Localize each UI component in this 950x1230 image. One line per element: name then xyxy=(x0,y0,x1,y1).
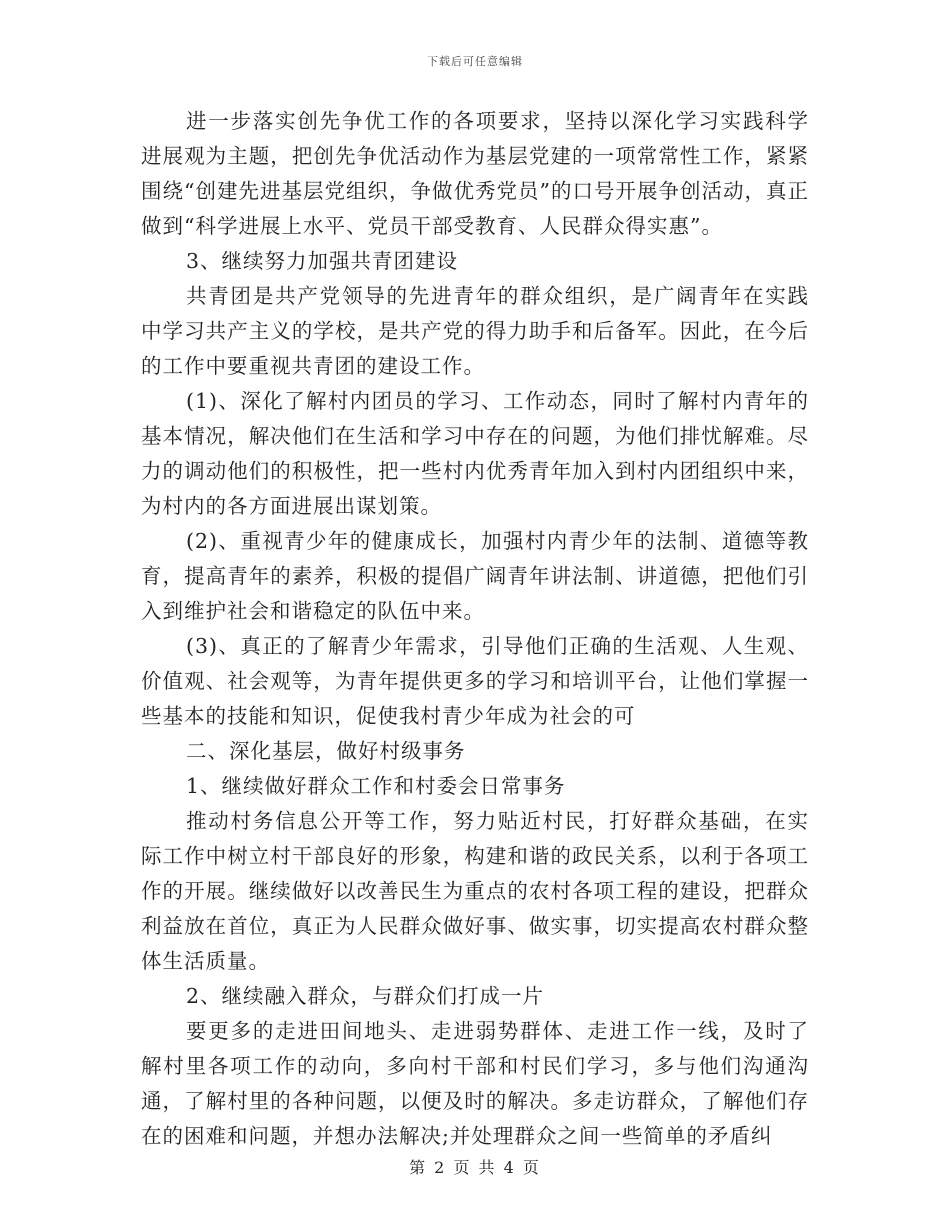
section-heading-3: 3、继续努力加强共青团建设 xyxy=(186,249,459,273)
paragraph-village-affairs: 推动村务信息公开等工作，努力贴近村民，打好群众基础，在实际工作中树立村干部良好的形象，构建和谐的政民关系，以利于各项工作的开展。继续做好以改善民生为重点的农村各项工程的建设，把群众利益放在首位，真正为人民群众做好事、做实事，切实提高农村群众整体生活质量。 xyxy=(141,809,809,973)
subsection-heading-2: 2、继续融入群众，与群众们打成一片 xyxy=(186,984,545,1008)
section-heading-2: 二、深化基层，做好村级事务 xyxy=(186,739,466,763)
subsection-heading-1: 1、继续做好群众工作和村委会日常事务 xyxy=(186,774,566,798)
list-item-2: (2)、重视青少年的健康成长，加强村内青少年的法制、道德等教育，提高青年的素养，积极的提倡广阔青年讲法制、讲道德，把他们引入到维护社会和谐稳定的队伍中来。 xyxy=(141,529,809,623)
list-item-3: (3)、真正的了解青少年需求，引导他们正确的生活观、人生观、价值观、社会观等，为青年提供更多的学习和培训平台，让他们掌握一些基本的技能和知识，促使我村青少年成为社会的可 xyxy=(141,634,809,728)
page-footer: 第 2 页 共 4 页 xyxy=(409,1158,541,1177)
paragraph-youth-league: 共青团是共产党领导的先进青年的群众组织，是广阔青年在实践中学习共产主义的学校，是共产党的得力助手和后备军。因此，在今后的工作中要重视共青团的建设工作。 xyxy=(141,284,809,378)
page-header: 下载后可任意编辑 xyxy=(427,55,523,68)
list-item-1: (1)、深化了解村内团员的学习、工作动态，同时了解村内青年的基本情况，解决他们在生活和学习中存在的问题，为他们排忧解难。尽力的调动他们的积极性，把一些村内优秀青年加入到村内团组织中来，为村内的各方面进展出谋划策。 xyxy=(141,389,809,518)
document-body xyxy=(141,104,809,1154)
paragraph-engage-masses: 要更多的走进田间地头、走进弱势群体、走进工作一线，及时了解村里各项工作的动向，多向村干部和村民们学习，多与他们沟通沟通，了解村里的各种问题，以便及时的解决。多走访群众，了解他们存在的困难和问题，并想办法解决;并处理群众之间一些简单的矛盾纠 xyxy=(141,1019,809,1148)
paragraph-1: 进一步落实创先争优工作的各项要求，坚持以深化学习实践科学进展观为主题，把创先争优活动作为基层党建的一项常常性工作，紧紧围绕“创建先进基层党组织，争做优秀党员”的口号开展争创活动，真正做到“科学进展上水平、党员干部受教育、人民群众得实惠”。 xyxy=(141,109,809,238)
